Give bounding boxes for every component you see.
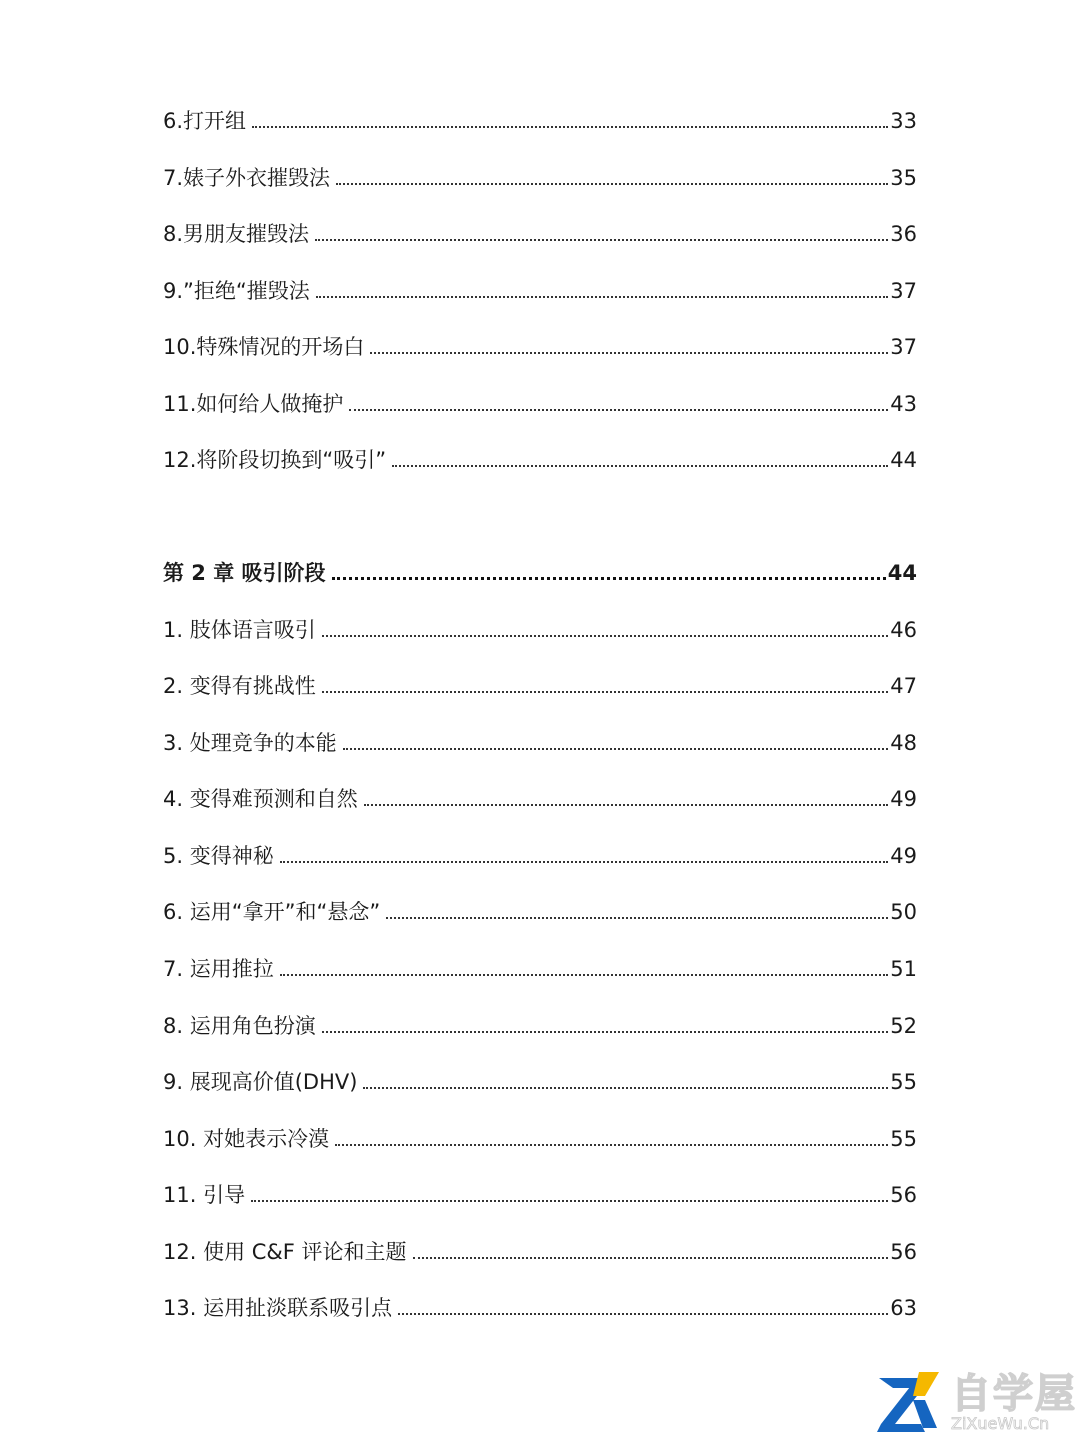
toc-entry-page: 51 — [890, 957, 917, 981]
toc-entry-page: 47 — [890, 674, 917, 698]
toc-entry-title: 7. 运用推拉 — [163, 957, 274, 981]
toc-entry-page: 48 — [890, 731, 917, 755]
toc-entry-title: 3. 处理竞争的本能 — [163, 731, 337, 755]
toc-entry[interactable] — [163, 1061, 917, 1095]
toc-entry-page: 43 — [890, 392, 917, 416]
toc-entry[interactable] — [163, 1231, 917, 1265]
toc-entry-page: 50 — [890, 900, 917, 924]
chapter-page: 44 — [887, 561, 917, 585]
toc-entry-title: 11.如何给人做掩护 — [163, 392, 344, 416]
toc-entry[interactable] — [163, 213, 917, 247]
toc-entry-title: 6.打开组 — [163, 109, 247, 133]
dot-leader — [332, 576, 886, 580]
dot-leader — [349, 408, 888, 411]
toc-entry[interactable] — [163, 948, 917, 982]
toc-entry-page: 46 — [890, 618, 917, 642]
toc-entry[interactable] — [163, 439, 917, 473]
toc-entry-title: 12. 使用 C&F 评论和主题 — [163, 1240, 407, 1264]
dot-leader — [252, 125, 888, 128]
site-watermark — [873, 1362, 1078, 1437]
toc-entry-page: 55 — [890, 1127, 917, 1151]
toc-entry-title: 4. 变得难预测和自然 — [163, 787, 358, 811]
toc-entry-title: 5. 变得神秘 — [163, 844, 274, 868]
toc-entry[interactable] — [163, 1118, 917, 1152]
toc-entry[interactable] — [163, 1005, 917, 1039]
toc-entry-title: 6. 运用“拿开”和“悬念” — [163, 900, 381, 924]
toc-entry-title: 7.婊子外衣摧毁法 — [163, 166, 331, 190]
dot-leader — [392, 464, 888, 467]
chapter-title: 第 2 章 吸引阶段 — [163, 561, 326, 585]
dot-leader — [336, 182, 888, 185]
dot-leader — [251, 1199, 888, 1202]
dot-leader — [316, 295, 888, 298]
toc-entry-page: 63 — [890, 1296, 917, 1320]
dot-leader — [315, 238, 888, 241]
dot-leader — [364, 803, 889, 806]
dot-leader — [322, 1030, 889, 1033]
toc-entry[interactable] — [163, 778, 917, 812]
dot-leader — [322, 634, 889, 637]
toc-entry-title: 1. 肢体语言吸引 — [163, 618, 316, 642]
toc-entry-title: 8. 运用角色扮演 — [163, 1014, 316, 1038]
toc-entry-page: 49 — [890, 787, 917, 811]
toc-entry-page: 33 — [890, 109, 917, 133]
watermark-text: 自学屋 — [951, 1371, 1077, 1417]
dot-leader — [370, 351, 888, 354]
dot-leader — [280, 860, 889, 863]
toc-chapter-heading[interactable] — [163, 552, 917, 586]
dot-leader — [386, 916, 888, 919]
toc-entry[interactable] — [163, 665, 917, 699]
toc-entry-title: 2. 变得有挑战性 — [163, 674, 316, 698]
toc-entry-page: 56 — [890, 1240, 917, 1264]
dot-leader — [280, 973, 889, 976]
toc-entry[interactable] — [163, 100, 917, 134]
toc-entry-title: 13. 运用扯淡联系吸引点 — [163, 1296, 393, 1320]
toc-entry[interactable] — [163, 270, 917, 304]
toc-entry-title: 9.”拒绝“摧毁法 — [163, 279, 310, 303]
toc-entry[interactable] — [163, 157, 917, 191]
toc-entry-page: 37 — [890, 279, 917, 303]
toc-entry-title: 12.将阶段切换到“吸引” — [163, 448, 387, 472]
dot-leader — [363, 1086, 888, 1089]
toc-entry[interactable] — [163, 1287, 917, 1321]
dot-leader — [398, 1312, 888, 1315]
toc-entry-title: 10.特殊情况的开场白 — [163, 335, 365, 359]
toc-entry-title: 8.男朋友摧毁法 — [163, 222, 310, 246]
dot-leader — [413, 1256, 889, 1259]
toc-entry-title: 11. 引导 — [163, 1183, 246, 1207]
toc-entry-title: 10. 对她表示冷漠 — [163, 1127, 330, 1151]
dot-leader — [343, 747, 889, 750]
toc-entry[interactable] — [163, 891, 917, 925]
toc-entry[interactable] — [163, 1174, 917, 1208]
toc-entry-title: 9. 展现高价值(DHV) — [163, 1070, 358, 1094]
toc-entry[interactable] — [163, 722, 917, 756]
zixuewu-logo-icon — [873, 1366, 943, 1436]
toc-entry[interactable] — [163, 383, 917, 417]
toc-entry-page: 44 — [890, 448, 917, 472]
watermark-url: ZiXueWu.Cn — [951, 1414, 1050, 1433]
toc-entry-page: 49 — [890, 844, 917, 868]
dot-leader — [335, 1143, 888, 1146]
toc-entry-page: 55 — [890, 1070, 917, 1094]
toc-entry[interactable] — [163, 609, 917, 643]
toc-entry-page: 35 — [890, 166, 917, 190]
toc-entry-page: 36 — [890, 222, 917, 246]
toc-entry[interactable] — [163, 835, 917, 869]
toc-entry-page: 37 — [890, 335, 917, 359]
dot-leader — [322, 690, 889, 693]
toc-entry-page: 56 — [890, 1183, 917, 1207]
toc-entry-page: 52 — [890, 1014, 917, 1038]
toc-entry[interactable] — [163, 326, 917, 360]
